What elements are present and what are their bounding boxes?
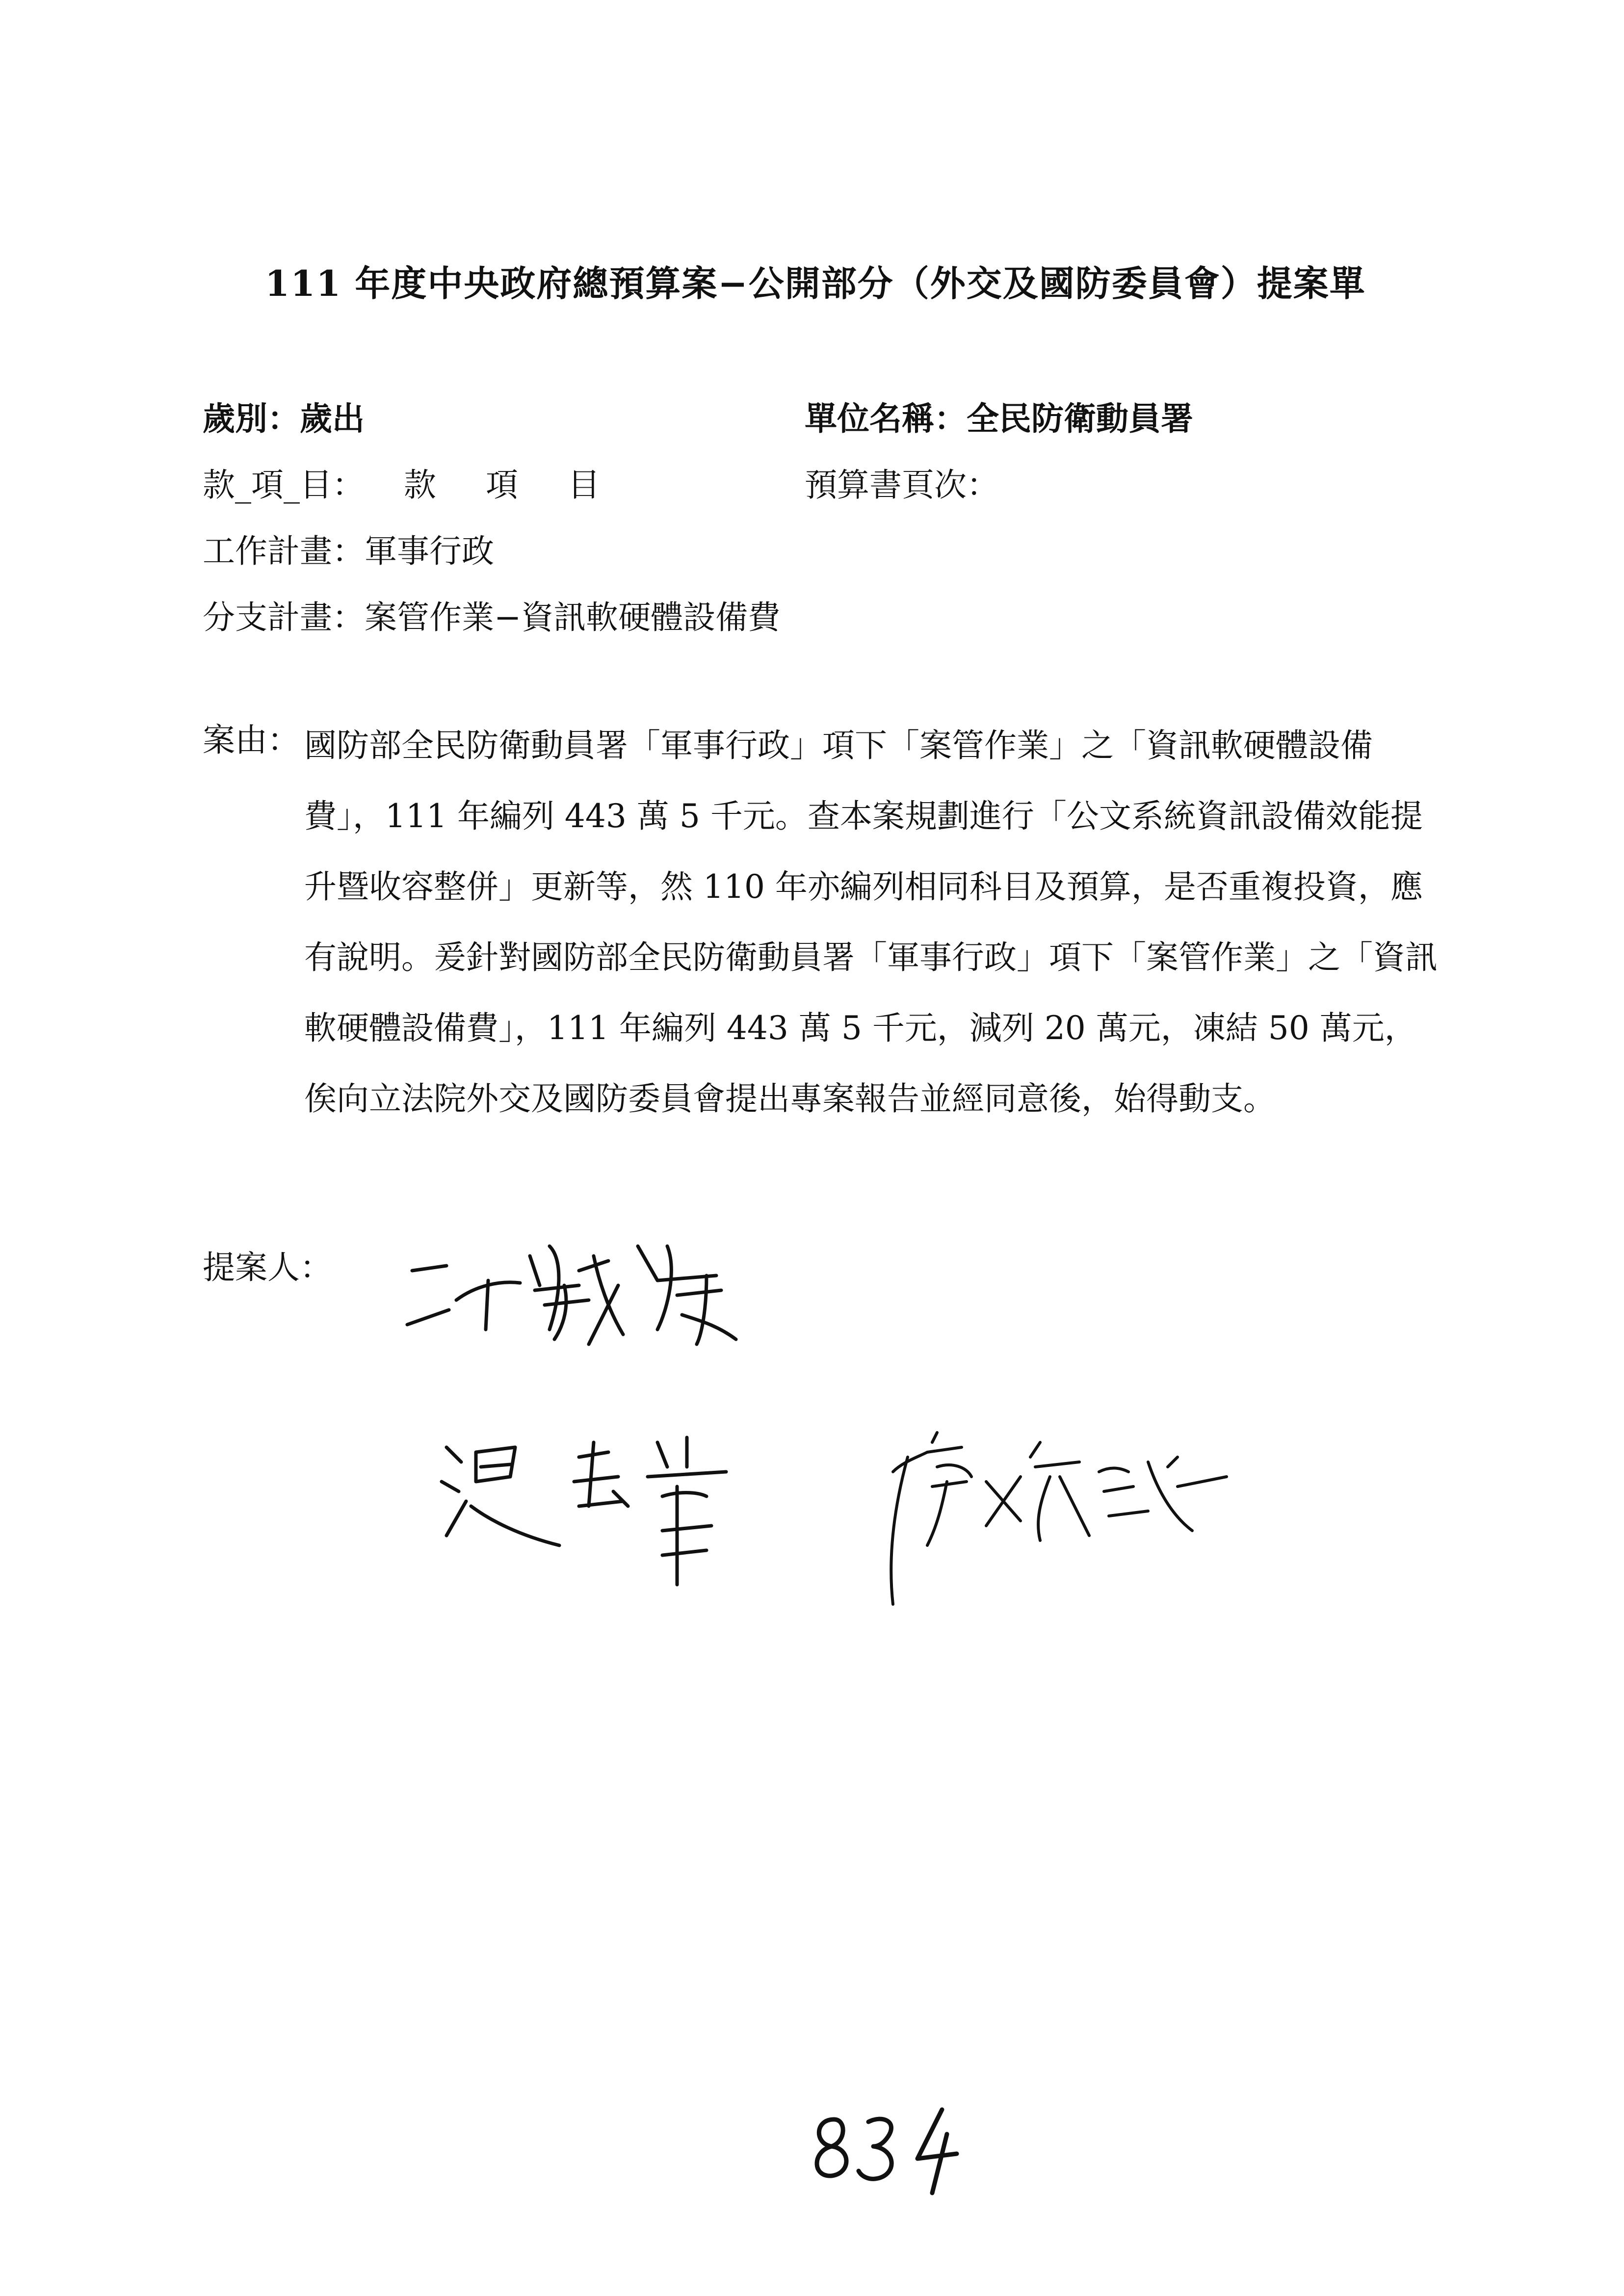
signature-1 [402, 1226, 844, 1374]
unit-field [805, 392, 1193, 439]
category-value: 歲出 [300, 399, 365, 438]
category-label: 歲別： [203, 399, 300, 438]
reason-label: 案由： [203, 721, 300, 759]
proposer-label: 提案人： [203, 1249, 332, 1286]
subplan-field [203, 591, 780, 638]
item-value: 款 項 目 [404, 466, 620, 504]
item-field [203, 459, 620, 505]
subplan-label: 分支計畫： [203, 599, 365, 636]
document-title: 111 年度中央政府總預算案−公開部分（外交及國防委員會）提案單 [265, 262, 1366, 304]
category-field [203, 392, 365, 439]
unit-label: 單位名稱： [805, 399, 967, 438]
signature-2 [432, 1423, 824, 1609]
signature-3 [873, 1413, 1246, 1619]
subplan-value: 案管作業−資訊軟硬體設備費 [365, 599, 781, 636]
item-label: 款_項_目： [203, 466, 365, 504]
plan-value: 軍事行政 [365, 532, 494, 570]
reason-text: 國防部全民防衛動員署「軍事行政」項下「案管作業」之「資訊軟硬體設備費」，111 年編列 443 萬 5 千元。查本案規劃進行「公文系統資訊設備效能提升暨收容整併」更新等，然 110 年亦編列相同科目及預算，是否重複投資，應有說明。爰針對國防部全民防衛動員署「軍事行政」項下「案管作業」之「資訊軟硬體設備費」，111 年編列 443 萬 5 千元，減列 20 萬元，凍結 50 萬元，俟向立法院外交及國防委員會提出專案報告並經同意後，始得動支。 [304, 727, 1438, 1118]
plan-label: 工作計畫： [203, 532, 365, 570]
unit-value: 全民防衛動員署 [967, 399, 1193, 438]
page-ref-label: 預算書頁次： [805, 466, 999, 504]
plan-field [203, 525, 494, 572]
page-number [805, 2100, 971, 2198]
page-ref-field [805, 459, 999, 505]
